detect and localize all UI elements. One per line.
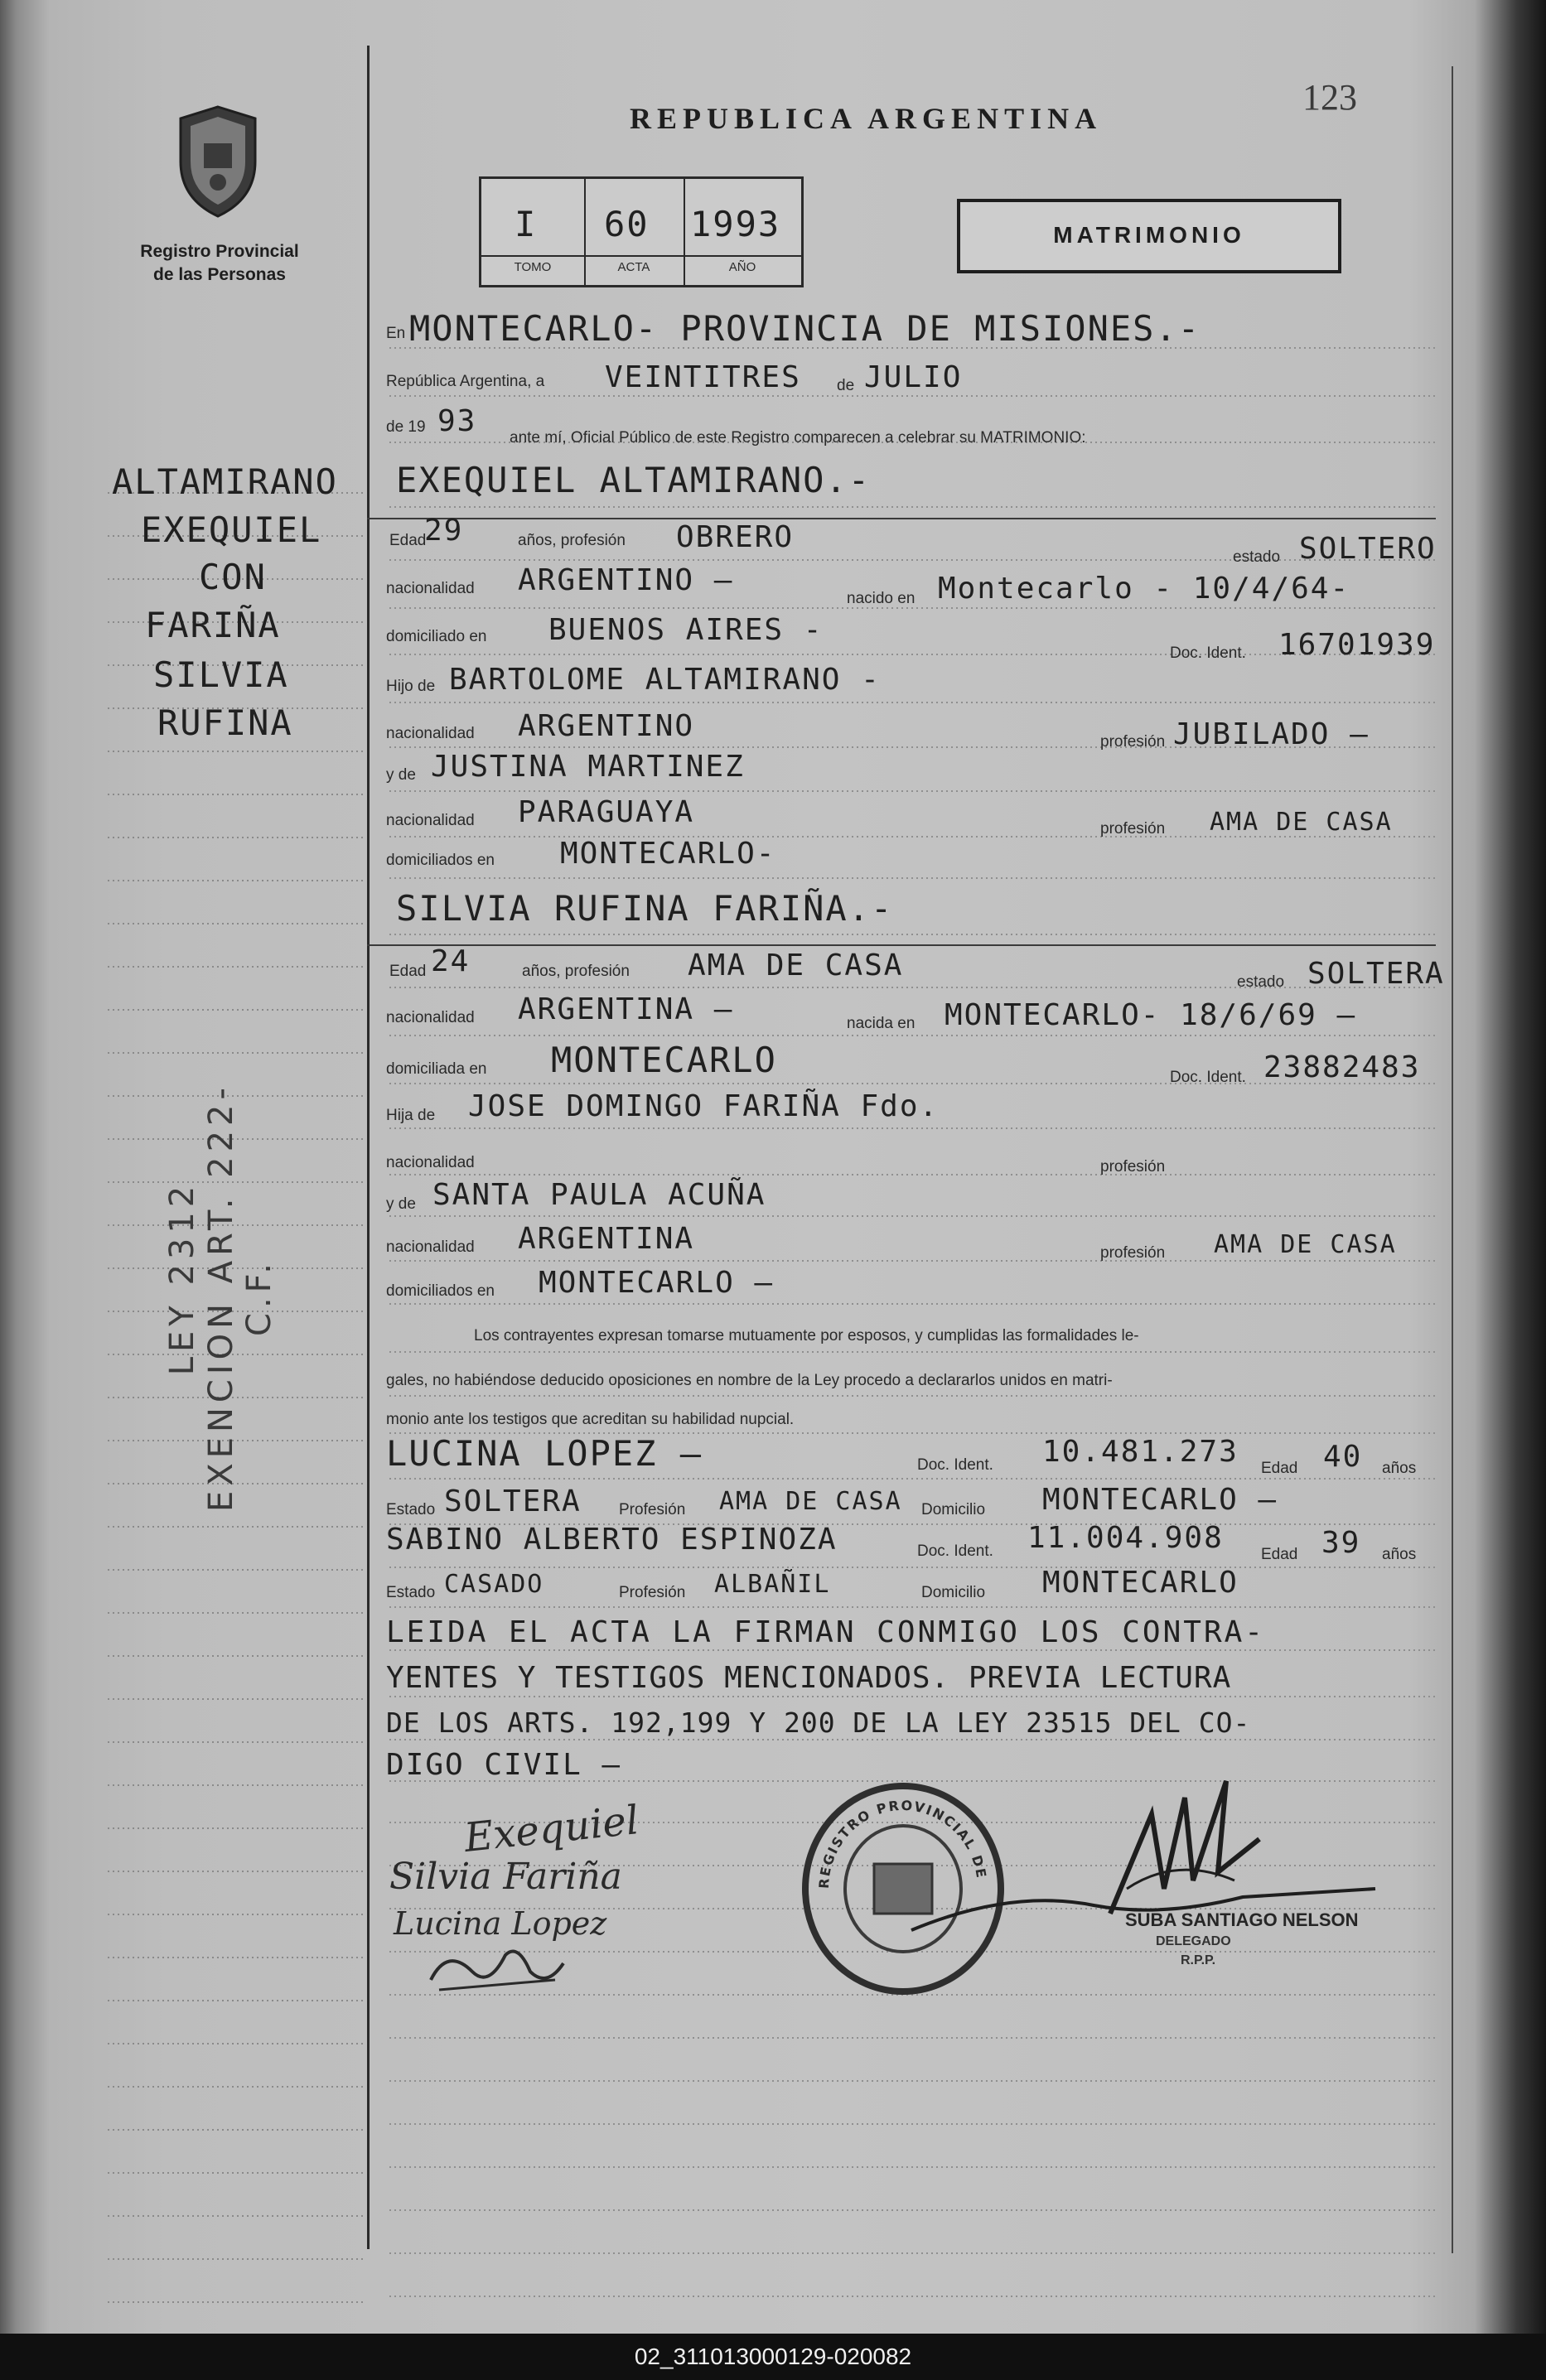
witness1-edad-label: Edad	[1261, 1460, 1298, 1477]
country-title: REPUBLICA ARGENTINA	[630, 102, 1103, 135]
closing-line-2: YENTES Y TESTIGOS MENCIONADOS. PREVIA LECTURA	[386, 1661, 1232, 1695]
witness1-prof-label: Profesión	[619, 1501, 686, 1518]
witness2-dom-label: Domicilio	[921, 1584, 986, 1601]
intro-year-prefix: de 19	[386, 418, 426, 436]
stamp-law: LEY 2312	[163, 1180, 201, 1376]
registry-emblem-icon	[172, 104, 263, 220]
act-type: MATRIMONIO	[1053, 222, 1245, 248]
declaration-line-2: gales, no habiéndose deducido oposiciones en nombre de la Ley procedo a declararlos unidos en matri-	[386, 1372, 1113, 1389]
groom-hijo-label: Hijo de	[386, 678, 436, 695]
bride-profesion-label: años, profesión	[522, 963, 630, 980]
official-title: DELEGADO	[1156, 1934, 1231, 1948]
witness2-doc-label: Doc. Ident.	[917, 1542, 993, 1560]
witness1-anos-label: años	[1382, 1460, 1417, 1477]
bride-edad: 24	[431, 944, 471, 978]
groom-divider	[367, 518, 1436, 519]
ano-label: AÑO	[728, 260, 756, 274]
groom-edad: 29	[424, 514, 464, 548]
ano-value: 1993	[690, 204, 781, 244]
seal-text: REGISTRO PROVINCIAL DE	[815, 1797, 990, 1890]
acta-value: 60	[604, 204, 650, 244]
groom-doc-label: Doc. Ident.	[1170, 644, 1246, 662]
registry-name-line2: de las Personas	[153, 265, 286, 284]
groom-nac-madre-label: nacionalidad	[386, 812, 475, 829]
margin-name-3: CON	[199, 557, 267, 597]
bride-madre: SANTA PAULA ACUÑA	[432, 1178, 766, 1212]
bride-domicilio: MONTECARLO	[551, 1040, 777, 1080]
intro-day: VEINTITRES	[605, 360, 801, 394]
signature-scribble-icon	[423, 1938, 572, 1996]
bride-divider	[367, 944, 1436, 946]
signature-bride: Silvia Fariña	[389, 1856, 622, 1898]
groom-domicilio-label: domiciliado en	[386, 628, 487, 645]
bride-doc: 23882483	[1263, 1050, 1421, 1084]
groom-dom-padres: MONTECARLO-	[560, 837, 776, 871]
act-type-box	[957, 199, 1341, 273]
signature-groom: Exequiel	[461, 1797, 641, 1861]
groom-madre: JUSTINA MARTINEZ	[431, 750, 745, 784]
groom-estado-label: estado	[1233, 548, 1281, 566]
witness2-edad-label: Edad	[1261, 1546, 1298, 1563]
groom-nacionalidad-label: nacionalidad	[386, 580, 475, 597]
witness2-profesion: ALBAÑIL	[714, 1570, 831, 1599]
declaration-line-1: Los contrayentes expresan tomarse mutuamente por esposos, y cumplidas las formalidades le-	[474, 1327, 1139, 1344]
witness1-profesion: AMA DE CASA	[719, 1487, 902, 1516]
registry-name-line1: Registro Provincial	[140, 242, 299, 261]
bride-prof-madre-label: profesión	[1100, 1244, 1166, 1262]
bride-nac-madre: ARGENTINA	[518, 1222, 695, 1256]
official-signature-icon	[878, 1764, 1392, 1963]
margin-name-4: FARIÑA	[145, 605, 281, 645]
witness2-anos-label: años	[1382, 1546, 1417, 1563]
margin-name-5: SILVIA	[153, 654, 289, 695]
column-separator	[367, 46, 370, 2249]
intro-month: JULIO	[864, 360, 963, 394]
witness1-doc: 10.481.273	[1042, 1435, 1239, 1469]
groom-padre: BARTOLOME ALTAMIRANO -	[449, 663, 881, 697]
witness1-doc-label: Doc. Ident.	[917, 1456, 993, 1474]
footer-filename: 02_311013000129-020082	[634, 2344, 912, 2369]
bride-prof-madre: AMA DE CASA	[1214, 1230, 1397, 1259]
official-name: SUBA SANTIAGO NELSON	[1125, 1909, 1359, 1930]
bride-domicilio-label: domiciliada en	[386, 1060, 487, 1078]
bride-nac-madre-label: nacionalidad	[386, 1238, 475, 1256]
page-number: 123	[1302, 77, 1357, 118]
groom-prof-madre-label: profesión	[1100, 820, 1166, 838]
groom-estado: SOLTERO	[1299, 532, 1437, 566]
groom-profesion: OBRERO	[676, 520, 795, 554]
groom-nacido-label: nacido en	[847, 590, 916, 607]
margin-name-1: ALTAMIRANO	[112, 461, 338, 502]
groom-name: EXEQUIEL ALTAMIRANO.-	[396, 460, 872, 500]
groom-prof-padre-label: profesión	[1100, 733, 1166, 751]
bride-nacionalidad: ARGENTINA —	[518, 992, 734, 1026]
groom-dom-padres-label: domiciliados en	[386, 852, 495, 869]
groom-edad-label: Edad	[389, 532, 427, 549]
closing-line-1: LEIDA EL ACTA LA FIRMAN CONMIGO LOS CONTRA-	[386, 1615, 1265, 1649]
intro-place: MONTECARLO- PROVINCIA DE MISIONES.-	[409, 308, 1201, 349]
bride-estado-label: estado	[1237, 973, 1285, 991]
bride-nacida-label: nacida en	[847, 1015, 916, 1032]
witness2-estado: CASADO	[444, 1570, 544, 1599]
bride-yde-label: y de	[386, 1195, 416, 1213]
intro-de-label: de	[837, 377, 855, 394]
intro-en-label: En	[386, 325, 406, 342]
bride-nacionalidad-label: nacionalidad	[386, 1009, 475, 1026]
bride-profesion: AMA DE CASA	[688, 949, 904, 982]
witness1-estado: SOLTERA	[444, 1484, 582, 1518]
closing-line-4: DIGO CIVIL —	[386, 1748, 622, 1782]
intro-year-suffix: 93	[437, 404, 477, 438]
bride-padre: JOSE DOMINGO FARIÑA Fdo.	[468, 1089, 940, 1123]
groom-yde-label: y de	[386, 766, 416, 784]
groom-profesion-label: años, profesión	[518, 532, 626, 549]
exemption-stamp	[33, 1077, 315, 1541]
bride-dom-padres: MONTECARLO —	[539, 1266, 775, 1300]
witness1-domicilio: MONTECARLO —	[1042, 1483, 1278, 1517]
witness2-domicilio: MONTECARLO	[1042, 1566, 1239, 1600]
margin-name-2: EXEQUIEL	[141, 509, 322, 550]
intro-republica-label: República Argentina, a	[386, 373, 545, 390]
declaration-line-3: monio ante los testigos que acreditan su habilidad nupcial.	[386, 1411, 795, 1428]
witness1-edad: 40	[1323, 1440, 1363, 1474]
stamp-exemption: EXENCION ART. 222-C.F.	[202, 1083, 278, 1512]
bride-estado: SOLTERA	[1307, 957, 1445, 991]
bride-nacida: MONTECARLO- 18/6/69 —	[945, 998, 1357, 1032]
witness2-name: SABINO ALBERTO ESPINOZA	[386, 1523, 838, 1557]
official-org: R.P.P.	[1181, 1953, 1216, 1967]
closing-line-3: DE LOS ARTS. 192,199 Y 200 DE LA LEY 23515 DEL CO-	[386, 1707, 1251, 1739]
witness1-dom-label: Domicilio	[921, 1501, 986, 1518]
bride-hija-label: Hija de	[386, 1107, 436, 1124]
groom-prof-madre: AMA DE CASA	[1210, 808, 1393, 837]
groom-nac-padre-label: nacionalidad	[386, 725, 475, 742]
bride-doc-label: Doc. Ident.	[1170, 1069, 1246, 1086]
groom-nac-madre: PARAGUAYA	[518, 795, 695, 829]
groom-nac-padre: ARGENTINO	[518, 709, 695, 743]
footer-band	[0, 2334, 1546, 2380]
witness1-estado-label: Estado	[386, 1501, 436, 1518]
groom-domicilio: BUENOS AIRES -	[548, 613, 824, 647]
right-border	[1452, 66, 1453, 2253]
groom-prof-padre: JUBILADO —	[1173, 717, 1370, 751]
groom-doc: 16701939	[1278, 628, 1436, 662]
acta-label: ACTA	[617, 260, 650, 274]
witness2-doc: 11.004.908	[1027, 1521, 1224, 1555]
witness2-edad: 39	[1321, 1526, 1361, 1560]
margin-name-6: RUFINA	[157, 702, 293, 743]
bride-prof-padre-label: profesión	[1100, 1158, 1166, 1176]
bride-nac-padre-label: nacionalidad	[386, 1154, 475, 1171]
witness2-estado-label: Estado	[386, 1584, 436, 1601]
bride-name: SILVIA RUFINA FARIÑA.-	[396, 888, 894, 929]
tomo-value: I	[515, 204, 538, 244]
bride-dom-padres-label: domiciliados en	[386, 1282, 495, 1300]
groom-nacido: Montecarlo - 10/4/64-	[938, 572, 1350, 606]
witness1-name: LUCINA LOPEZ —	[386, 1433, 703, 1474]
witness2-prof-label: Profesión	[619, 1584, 686, 1601]
groom-nacionalidad: ARGENTINO —	[518, 563, 734, 597]
bride-edad-label: Edad	[389, 963, 427, 980]
intro-sentence: ante mí, Oficial Público de este Registro comparecen a celebrar su MATRIMONIO:	[510, 429, 1086, 447]
tomo-label: TOMO	[514, 260, 552, 274]
tomo-acta-ano-box	[479, 176, 804, 287]
signature-witness: Lucina Lopez	[394, 1905, 607, 1942]
